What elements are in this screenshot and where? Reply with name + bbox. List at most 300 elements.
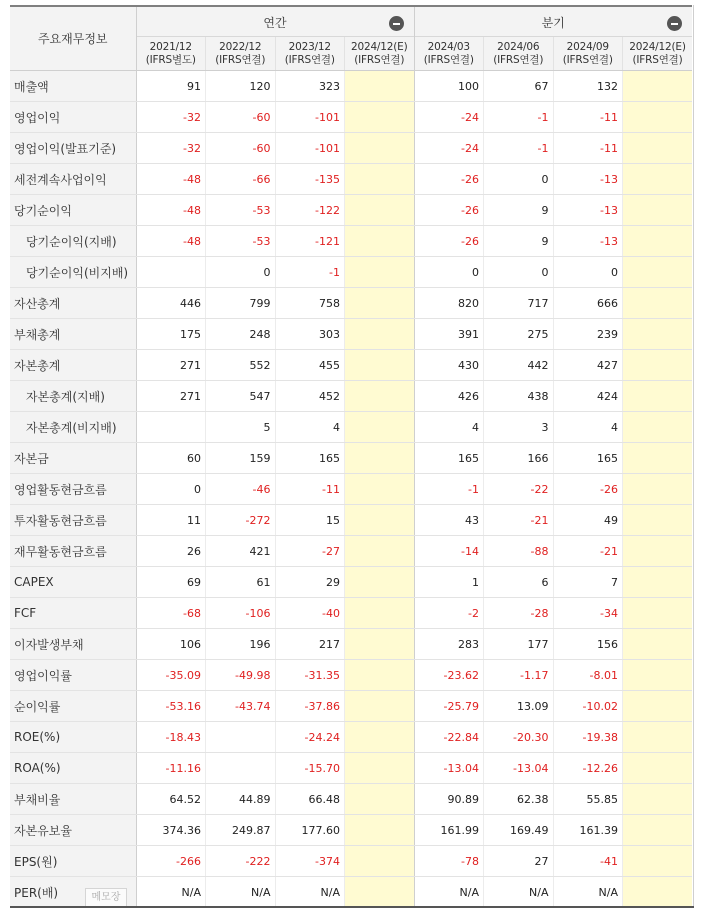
- value-cell: -43.74: [206, 691, 276, 722]
- row-label: 영업활동현금흐름: [10, 474, 136, 505]
- group-quarterly-header: [414, 6, 692, 37]
- value-cell: 175: [136, 319, 206, 350]
- group-annual-header: [136, 6, 414, 37]
- estimate-cell: [345, 412, 415, 443]
- table-row: [10, 722, 692, 753]
- table-row: [10, 567, 692, 598]
- value-cell: -32: [136, 102, 206, 133]
- value-cell: 217: [275, 629, 345, 660]
- value-cell: 421: [206, 536, 276, 567]
- value-cell: 49: [553, 505, 623, 536]
- value-cell: N/A: [414, 877, 484, 908]
- estimate-cell: [345, 164, 415, 195]
- value-cell: 455: [275, 350, 345, 381]
- estimate-cell: [345, 443, 415, 474]
- estimate-cell: [345, 102, 415, 133]
- estimate-cell: [623, 536, 693, 567]
- value-cell: 0: [414, 257, 484, 288]
- value-cell: 156: [553, 629, 623, 660]
- period-basis: (IFRS연결): [215, 53, 266, 66]
- row-label: 투자활동현금흐름: [10, 505, 136, 536]
- value-cell: -48: [136, 195, 206, 226]
- value-cell: 196: [206, 629, 276, 660]
- value-cell: 9: [484, 195, 554, 226]
- value-cell: -10.02: [553, 691, 623, 722]
- estimate-cell: [623, 722, 693, 753]
- value-cell: -121: [275, 226, 345, 257]
- value-cell: 60: [136, 443, 206, 474]
- value-cell: 1: [414, 567, 484, 598]
- value-cell: 427: [553, 350, 623, 381]
- value-cell: -66: [206, 164, 276, 195]
- period-date: 2022/12: [219, 40, 262, 53]
- table-row: [10, 691, 692, 722]
- table-row: [10, 846, 692, 877]
- value-cell: 4: [553, 412, 623, 443]
- value-cell: 69: [136, 567, 206, 598]
- row-label: 세전계속사업이익: [10, 164, 136, 195]
- estimate-cell: [623, 102, 693, 133]
- value-cell: -1: [484, 133, 554, 164]
- value-cell: -34: [553, 598, 623, 629]
- value-cell: 177.60: [275, 815, 345, 846]
- value-cell: 442: [484, 350, 554, 381]
- financial-table: [10, 5, 692, 908]
- value-cell: -11.16: [136, 753, 206, 784]
- estimate-cell: [345, 660, 415, 691]
- value-cell: 758: [275, 288, 345, 319]
- value-cell: [136, 412, 206, 443]
- table-row: [10, 629, 692, 660]
- estimate-cell: [623, 350, 693, 381]
- value-cell: -101: [275, 102, 345, 133]
- value-cell: 3: [484, 412, 554, 443]
- value-cell: 159: [206, 443, 276, 474]
- period-header: [345, 37, 415, 71]
- value-cell: 132: [553, 71, 623, 102]
- estimate-cell: [345, 815, 415, 846]
- period-header: [206, 37, 276, 71]
- period-header: [623, 37, 693, 71]
- value-cell: -53: [206, 226, 276, 257]
- estimate-cell: [623, 598, 693, 629]
- value-cell: 165: [414, 443, 484, 474]
- memo-button[interactable]: 메모장: [85, 888, 127, 908]
- row-label: 자본금: [10, 443, 136, 474]
- estimate-cell: [623, 195, 693, 226]
- row-label: 부채총계: [10, 319, 136, 350]
- table-row: [10, 412, 692, 443]
- value-cell: -1.17: [484, 660, 554, 691]
- estimate-cell: [623, 226, 693, 257]
- estimate-cell: [623, 443, 693, 474]
- value-cell: 547: [206, 381, 276, 412]
- estimate-cell: [345, 691, 415, 722]
- value-cell: -272: [206, 505, 276, 536]
- value-cell: N/A: [206, 877, 276, 908]
- row-label: 영업이익(발표기준): [10, 133, 136, 164]
- value-cell: 248: [206, 319, 276, 350]
- value-cell: -26: [414, 164, 484, 195]
- value-cell: 165: [275, 443, 345, 474]
- estimate-cell: [345, 195, 415, 226]
- estimate-cell: [623, 877, 693, 908]
- table-row: [10, 598, 692, 629]
- estimate-cell: [623, 474, 693, 505]
- value-cell: -13.04: [414, 753, 484, 784]
- value-cell: -48: [136, 164, 206, 195]
- value-cell: 0: [206, 257, 276, 288]
- estimate-cell: [345, 536, 415, 567]
- row-label: CAPEX: [10, 567, 136, 598]
- value-cell: -88: [484, 536, 554, 567]
- table-row: [10, 71, 692, 102]
- period-basis: (IFRS연결): [354, 53, 405, 66]
- value-cell: 61: [206, 567, 276, 598]
- period-header: [484, 37, 554, 71]
- value-cell: 0: [553, 257, 623, 288]
- row-label: 자본유보율: [10, 815, 136, 846]
- value-cell: -48: [136, 226, 206, 257]
- row-label: 이자발생부채: [10, 629, 136, 660]
- value-cell: -22: [484, 474, 554, 505]
- value-cell: 0: [484, 164, 554, 195]
- value-cell: 66.48: [275, 784, 345, 815]
- table-row: [10, 164, 692, 195]
- value-cell: 27: [484, 846, 554, 877]
- value-cell: -68: [136, 598, 206, 629]
- estimate-cell: [345, 722, 415, 753]
- value-cell: -106: [206, 598, 276, 629]
- value-cell: 0: [484, 257, 554, 288]
- value-cell: 13.09: [484, 691, 554, 722]
- value-cell: -11: [275, 474, 345, 505]
- row-label: 영업이익: [10, 102, 136, 133]
- estimate-cell: [623, 319, 693, 350]
- value-cell: -31.35: [275, 660, 345, 691]
- table-row: [10, 195, 692, 226]
- value-cell: 552: [206, 350, 276, 381]
- value-cell: [206, 722, 276, 753]
- group-quarterly-label: 분기: [541, 16, 565, 30]
- estimate-cell: [623, 257, 693, 288]
- estimate-cell: [623, 629, 693, 660]
- table-row: [10, 474, 692, 505]
- value-cell: -24: [414, 102, 484, 133]
- value-cell: 91: [136, 71, 206, 102]
- value-cell: -35.09: [136, 660, 206, 691]
- value-cell: 100: [414, 71, 484, 102]
- period-header: [414, 37, 484, 71]
- table-row: [10, 319, 692, 350]
- value-cell: -22.84: [414, 722, 484, 753]
- value-cell: -21: [484, 505, 554, 536]
- value-cell: 44.89: [206, 784, 276, 815]
- value-cell: 303: [275, 319, 345, 350]
- table-row: [10, 536, 692, 567]
- period-date: 2024/06: [497, 40, 540, 53]
- period-basis: (IFRS연결): [562, 53, 613, 66]
- value-cell: N/A: [136, 877, 206, 908]
- value-cell: -21: [553, 536, 623, 567]
- period-header: [136, 37, 206, 71]
- value-cell: -26: [553, 474, 623, 505]
- group-annual-label: 연간: [263, 16, 287, 30]
- value-cell: -135: [275, 164, 345, 195]
- row-label: ROA(%): [10, 753, 136, 784]
- value-cell: -32: [136, 133, 206, 164]
- value-cell: 249.87: [206, 815, 276, 846]
- value-cell: -37.86: [275, 691, 345, 722]
- value-cell: 62.38: [484, 784, 554, 815]
- value-cell: 120: [206, 71, 276, 102]
- estimate-cell: [345, 288, 415, 319]
- row-label: 재무활동현금흐름: [10, 536, 136, 567]
- financial-summary: [10, 5, 692, 908]
- corner-header: 주요재무정보: [10, 6, 136, 71]
- value-cell: -14: [414, 536, 484, 567]
- value-cell: -19.38: [553, 722, 623, 753]
- table-bottom-border: [10, 906, 694, 908]
- estimate-cell: [345, 846, 415, 877]
- collapse-quarterly-icon[interactable]: [667, 16, 682, 31]
- value-cell: -60: [206, 102, 276, 133]
- value-cell: 283: [414, 629, 484, 660]
- value-cell: 374.36: [136, 815, 206, 846]
- value-cell: -24: [414, 133, 484, 164]
- value-cell: 0: [136, 474, 206, 505]
- value-cell: 55.85: [553, 784, 623, 815]
- table-row: [10, 133, 692, 164]
- value-cell: 26: [136, 536, 206, 567]
- period-date: 2024/12(E): [629, 40, 686, 53]
- table-body: [10, 71, 692, 908]
- value-cell: 426: [414, 381, 484, 412]
- row-label: 부채비율: [10, 784, 136, 815]
- value-cell: -60: [206, 133, 276, 164]
- value-cell: -122: [275, 195, 345, 226]
- table-row: [10, 350, 692, 381]
- value-cell: 29: [275, 567, 345, 598]
- value-cell: -27: [275, 536, 345, 567]
- value-cell: -23.62: [414, 660, 484, 691]
- value-cell: -25.79: [414, 691, 484, 722]
- value-cell: -53: [206, 195, 276, 226]
- estimate-cell: [623, 753, 693, 784]
- period-basis: (IFRS연결): [423, 53, 474, 66]
- value-cell: 7: [553, 567, 623, 598]
- table-row: [10, 226, 692, 257]
- value-cell: 446: [136, 288, 206, 319]
- value-cell: 275: [484, 319, 554, 350]
- value-cell: -41: [553, 846, 623, 877]
- value-cell: 452: [275, 381, 345, 412]
- value-cell: 43: [414, 505, 484, 536]
- value-cell: -11: [553, 102, 623, 133]
- period-basis: (IFRS연결): [632, 53, 683, 66]
- value-cell: -15.70: [275, 753, 345, 784]
- value-cell: -13.04: [484, 753, 554, 784]
- estimate-cell: [345, 381, 415, 412]
- value-cell: [206, 753, 276, 784]
- row-label: 당기순이익(비지배): [10, 257, 136, 288]
- estimate-cell: [345, 226, 415, 257]
- value-cell: 820: [414, 288, 484, 319]
- value-cell: 323: [275, 71, 345, 102]
- value-cell: -13: [553, 164, 623, 195]
- value-cell: -20.30: [484, 722, 554, 753]
- value-cell: N/A: [553, 877, 623, 908]
- value-cell: -13: [553, 195, 623, 226]
- period-date: 2024/12(E): [351, 40, 408, 53]
- value-cell: 391: [414, 319, 484, 350]
- table-row: [10, 381, 692, 412]
- estimate-cell: [345, 71, 415, 102]
- estimate-cell: [345, 350, 415, 381]
- value-cell: 666: [553, 288, 623, 319]
- period-basis: (IFRS별도): [145, 53, 196, 66]
- value-cell: 6: [484, 567, 554, 598]
- estimate-cell: [623, 567, 693, 598]
- value-cell: 90.89: [414, 784, 484, 815]
- estimate-cell: [345, 567, 415, 598]
- row-label: 자본총계: [10, 350, 136, 381]
- value-cell: -2: [414, 598, 484, 629]
- row-label: EPS(원): [10, 846, 136, 877]
- value-cell: 15: [275, 505, 345, 536]
- value-cell: 239: [553, 319, 623, 350]
- estimate-cell: [345, 784, 415, 815]
- table-row: [10, 505, 692, 536]
- estimate-cell: [623, 784, 693, 815]
- value-cell: -40: [275, 598, 345, 629]
- value-cell: -18.43: [136, 722, 206, 753]
- estimate-cell: [623, 381, 693, 412]
- value-cell: 799: [206, 288, 276, 319]
- estimate-cell: [623, 815, 693, 846]
- value-cell: -13: [553, 226, 623, 257]
- value-cell: 4: [414, 412, 484, 443]
- value-cell: 4: [275, 412, 345, 443]
- estimate-cell: [345, 877, 415, 908]
- row-label: FCF: [10, 598, 136, 629]
- value-cell: 64.52: [136, 784, 206, 815]
- estimate-cell: [345, 257, 415, 288]
- value-cell: 166: [484, 443, 554, 474]
- table-row: [10, 815, 692, 846]
- estimate-cell: [623, 288, 693, 319]
- estimate-cell: [345, 753, 415, 784]
- table-row: [10, 443, 692, 474]
- value-cell: -28: [484, 598, 554, 629]
- estimate-cell: [345, 319, 415, 350]
- estimate-cell: [345, 505, 415, 536]
- value-cell: N/A: [275, 877, 345, 908]
- value-cell: -1: [414, 474, 484, 505]
- estimate-cell: [623, 71, 693, 102]
- value-cell: 717: [484, 288, 554, 319]
- value-cell: -222: [206, 846, 276, 877]
- table-row: [10, 660, 692, 691]
- estimate-cell: [345, 598, 415, 629]
- value-cell: -8.01: [553, 660, 623, 691]
- value-cell: 5: [206, 412, 276, 443]
- period-basis: (IFRS연결): [493, 53, 544, 66]
- value-cell: 271: [136, 381, 206, 412]
- estimate-cell: [623, 846, 693, 877]
- row-label: 당기순이익(지배): [10, 226, 136, 257]
- value-cell: -49.98: [206, 660, 276, 691]
- value-cell: -78: [414, 846, 484, 877]
- value-cell: -12.26: [553, 753, 623, 784]
- estimate-cell: [623, 133, 693, 164]
- period-date: 2023/12: [288, 40, 331, 53]
- value-cell: 424: [553, 381, 623, 412]
- value-cell: [136, 257, 206, 288]
- row-label: 자본총계(지배): [10, 381, 136, 412]
- row-label: 영업이익률: [10, 660, 136, 691]
- table-row: [10, 784, 692, 815]
- value-cell: N/A: [484, 877, 554, 908]
- value-cell: 169.49: [484, 815, 554, 846]
- value-cell: -53.16: [136, 691, 206, 722]
- estimate-cell: [345, 133, 415, 164]
- value-cell: 161.99: [414, 815, 484, 846]
- value-cell: 165: [553, 443, 623, 474]
- value-cell: 430: [414, 350, 484, 381]
- value-cell: 106: [136, 629, 206, 660]
- row-label: 매출액: [10, 71, 136, 102]
- estimate-cell: [623, 412, 693, 443]
- estimate-cell: [345, 474, 415, 505]
- estimate-cell: [623, 660, 693, 691]
- row-label: ROE(%): [10, 722, 136, 753]
- estimate-cell: [623, 691, 693, 722]
- row-label: PER(배): [10, 877, 136, 908]
- value-cell: -101: [275, 133, 345, 164]
- row-label: 자산총계: [10, 288, 136, 319]
- period-header: [553, 37, 623, 71]
- value-cell: -266: [136, 846, 206, 877]
- value-cell: -46: [206, 474, 276, 505]
- table-row: [10, 288, 692, 319]
- value-cell: -374: [275, 846, 345, 877]
- value-cell: -26: [414, 195, 484, 226]
- period-date: 2024/09: [566, 40, 609, 53]
- estimate-cell: [345, 629, 415, 660]
- row-label: 순이익률: [10, 691, 136, 722]
- value-cell: -1: [275, 257, 345, 288]
- period-basis: (IFRS연결): [284, 53, 335, 66]
- value-cell: 9: [484, 226, 554, 257]
- value-cell: -26: [414, 226, 484, 257]
- period-date: 2024/03: [427, 40, 470, 53]
- value-cell: 67: [484, 71, 554, 102]
- value-cell: 177: [484, 629, 554, 660]
- collapse-annual-icon[interactable]: [389, 16, 404, 31]
- value-cell: -1: [484, 102, 554, 133]
- estimate-cell: [623, 505, 693, 536]
- row-label: 당기순이익: [10, 195, 136, 226]
- table-row: [10, 753, 692, 784]
- value-cell: -11: [553, 133, 623, 164]
- value-cell: 161.39: [553, 815, 623, 846]
- value-cell: -24.24: [275, 722, 345, 753]
- table-row: [10, 257, 692, 288]
- table-row: [10, 102, 692, 133]
- period-date: 2021/12: [149, 40, 192, 53]
- table-right-border: [693, 5, 694, 907]
